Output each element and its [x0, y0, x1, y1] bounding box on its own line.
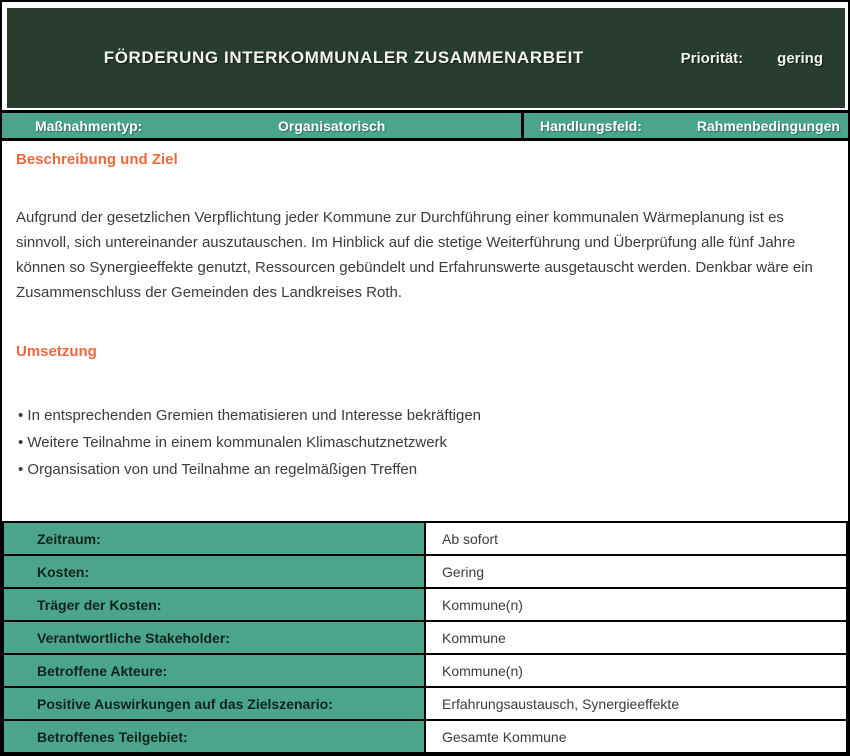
- table-row: [3, 522, 847, 555]
- table-row: [3, 720, 847, 753]
- priority-value: gering: [777, 49, 823, 67]
- row-value: Gesamte Kommune: [425, 720, 847, 753]
- implementation-heading: Umsetzung: [16, 343, 97, 360]
- priority-block: [681, 50, 845, 67]
- meta-bar: [2, 110, 848, 141]
- description-heading: Beschreibung und Ziel: [16, 151, 178, 168]
- measure-type-cell: [2, 113, 521, 138]
- details-table: [2, 521, 848, 754]
- action-field-label: Handlungsfeld:: [540, 117, 642, 134]
- table-row: [3, 621, 847, 654]
- row-value: Kommune(n): [425, 654, 847, 687]
- row-value: Erfahrungsaustausch, Synergieeffekte: [425, 687, 847, 720]
- row-label: Betroffene Akteure:: [3, 654, 425, 687]
- row-value: Ab sofort: [425, 522, 847, 555]
- row-value: Gering: [425, 555, 847, 588]
- bullet-item: • In entsprechenden Gremien thematisieren und Interesse bekräftigen: [16, 402, 832, 429]
- implementation-bullet-list: [16, 402, 832, 483]
- bullet-item: • Organsisation von und Teilnahme an regelmäßigen Treffen: [16, 456, 832, 483]
- table-row: [3, 687, 847, 720]
- table-row: [3, 555, 847, 588]
- row-label: Positive Auswirkungen auf das Zielszenario:: [3, 687, 425, 720]
- action-field-value: Rahmenbedingungen: [696, 117, 840, 134]
- header-band: [7, 8, 845, 108]
- table-row: [3, 654, 847, 687]
- row-label: Verantwortliche Stakeholder:: [3, 621, 425, 654]
- table-row: [3, 588, 847, 621]
- page-title: FÖRDERUNG INTERKOMMUNALER ZUSAMMENARBEIT: [103, 48, 584, 67]
- priority-label: Priorität:: [680, 49, 744, 67]
- action-field-cell: [521, 113, 848, 138]
- measure-type-value: Organisatorisch: [277, 117, 386, 134]
- row-value: Kommune: [425, 621, 847, 654]
- row-label: Träger der Kosten:: [3, 588, 425, 621]
- bullet-item: • Weitere Teilnahme in einem kommunalen Klimaschutznetzwerk: [16, 429, 832, 456]
- row-label: Kosten:: [3, 555, 425, 588]
- measure-type-label: Maßnahmentyp:: [35, 117, 143, 134]
- row-label: Zeitraum:: [3, 522, 425, 555]
- row-value: Kommune(n): [425, 588, 847, 621]
- row-label: Betroffenes Teilgebiet:: [3, 720, 425, 753]
- description-body: Aufgrund der gesetzlichen Verpflichtung jeder Kommune zur Durchführung einer kommunalen Wärmeplanung ist es sinnvoll, sich untereinander auszutauschen. Im Hinblick auf die stetige Weiterführung und Überprüfung alle fünf Jahre können so Synergieeffekte genutzt, Ressourcen gebündelt und Erfahrunswerte ausgetauscht werden. Denkbar wäre ein Zusammenschluss der Gemeinden des Landkreises Roth.: [16, 209, 813, 301]
- content-area: [2, 151, 848, 483]
